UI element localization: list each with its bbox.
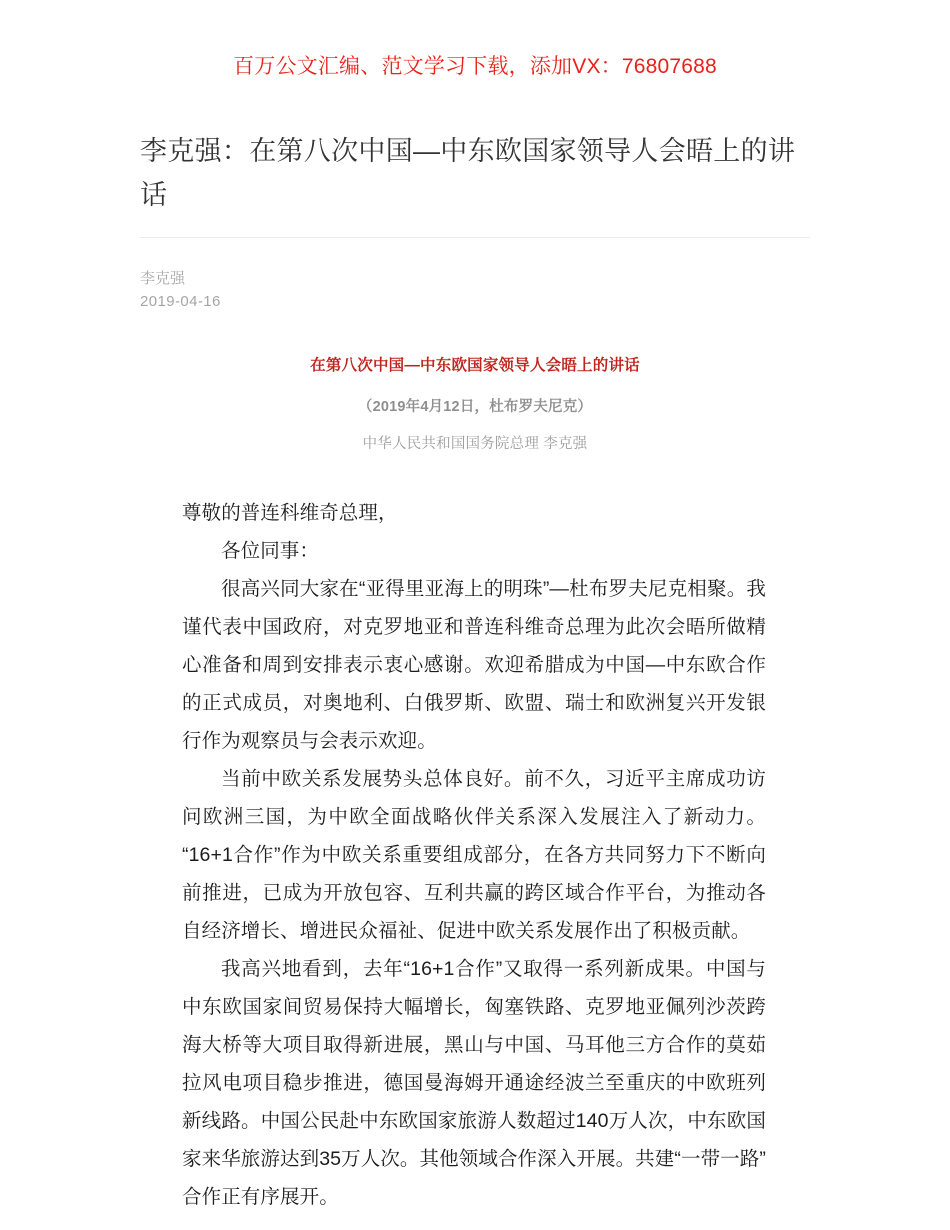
header-divider (140, 237, 810, 238)
document-content (140, 313, 810, 1216)
article-meta (140, 246, 810, 313)
paragraph: 当前中欧关系发展势头总体良好。前不久，习近平主席成功访问欧洲三国，为中欧全面战略伙伴关系深入发展注入了新动力。“16+1合作”作为中欧关系重要组成部分，在各方共同努力下不断向前推进，已成为开放包容、互利共赢的跨区域合作平台，为推动各自经济增长、增进民众福祉、促进中欧关系发展作出了积极贡献。 (182, 768, 766, 942)
paragraph: 尊敬的普连科维奇总理， (182, 502, 398, 524)
meta-author: 李克强 (140, 270, 186, 287)
document-subtitle: （2019年4月12日，杜布罗夫尼克） (357, 399, 593, 415)
document-byline: 中华人民共和国国务院总理 李克强 (362, 436, 588, 452)
promo-banner: 百万公文汇编、范文学习下载，添加VX：76807688 (233, 55, 717, 78)
paragraph: 各位同事： (221, 540, 320, 562)
paragraph: 很高兴同大家在“亚得里亚海上的明珠”—杜布罗夫尼克相聚。我谨代表中国政府，对克罗地亚和普连科维奇总理为此次会晤所做精心准备和周到安排表示衷心感谢。欢迎希腊成为中国—中东欧合作的正式成员，对奥地利、白俄罗斯、欧盟、瑞士和欧洲复兴开发银行作为观察员与会表示欢迎。 (182, 578, 766, 752)
article-header (140, 82, 810, 313)
paragraph: 我高兴地看到，去年“16+1合作”又取得一系列新成果。中国与中东欧国家间贸易保持大幅增长，匈塞铁路、克罗地亚佩列沙茨跨海大桥等大项目取得新进展，黑山与中国、马耳他三方合作的莫茹拉风电项目稳步推进，德国曼海姆开通途经波兰至重庆的中欧班列新线路。中国公民赴中东欧国家旅游人数超过140万人次，中东欧国家来华旅游达到35万人次。其他领域合作深入开展。共建“一带一路”合作正有序展开。 (182, 958, 766, 1208)
meta-date: 2019-04-16 (140, 293, 221, 310)
page-title: 李克强：在第八次中国—中东欧国家领导人会晤上的讲话 (140, 136, 796, 210)
document-heading: 在第八次中国—中东欧国家领导人会晤上的讲话 (310, 357, 640, 374)
document-body (182, 455, 766, 1216)
